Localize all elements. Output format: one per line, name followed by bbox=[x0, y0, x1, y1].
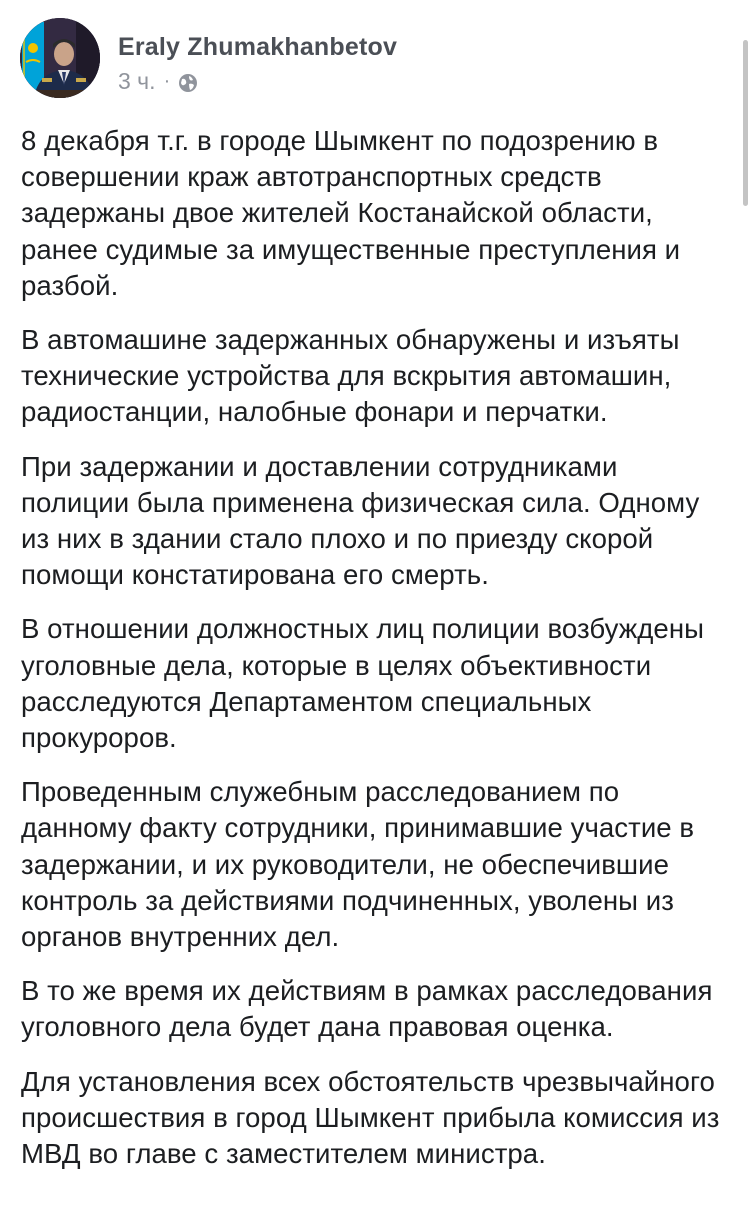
meta-separator: · bbox=[163, 70, 171, 92]
post-paragraph: В то же время их действиям в рамках расследования уголовного дела будет дана правовая оценка. bbox=[21, 975, 713, 1043]
post-paragraph: 8 декабря т.г. в городе Шымкент по подозрению в совершении краж автотранспортных средств задержаны двое жителей Костанайской области, ранее судимые за имущественные преступления и разбой. bbox=[21, 125, 681, 301]
post-body bbox=[21, 123, 733, 1190]
post-timestamp[interactable]: 3 ч. bbox=[118, 68, 156, 94]
post-paragraph: Проведенным служебным расследованием по данному факту сотрудники, принимавшие участие в задержании, и их руководители, не обеспечившие контроль за действиями подчиненных, уволены из органов внутренних дел. bbox=[21, 776, 695, 953]
globe-icon[interactable] bbox=[178, 71, 198, 91]
scrollbar[interactable] bbox=[743, 40, 748, 206]
author-block bbox=[118, 18, 397, 95]
post-header bbox=[20, 18, 397, 98]
post-paragraph: При задержании и доставлении сотрудниками полиции была применена физическая сила. Одному из них в здании стало плохо и по приезду скорой помощи констатирована его смерть. bbox=[21, 450, 700, 591]
post-paragraph: В отношении должностных лиц полиции возбуждены уголовные дела, которые в целях объективности расследуются Департаментом специальных прокуроров. bbox=[21, 613, 704, 754]
post-paragraph: В автомашине задержанных обнаружены и изъяты технические устройства для вскрытия автомашин, радиостанции, налобные фонари и перчатки. bbox=[21, 324, 680, 428]
post-paragraph: Для установления всех обстоятельств чрезвычайного происшествия в город Шымкент прибыла комиссия из МВД во главе с заместителем министра. bbox=[21, 1065, 720, 1170]
author-name[interactable]: Eraly Zhumakhanbetov bbox=[118, 33, 398, 61]
post-meta bbox=[118, 67, 397, 95]
author-avatar[interactable] bbox=[20, 18, 100, 98]
profile-photo bbox=[20, 18, 100, 98]
